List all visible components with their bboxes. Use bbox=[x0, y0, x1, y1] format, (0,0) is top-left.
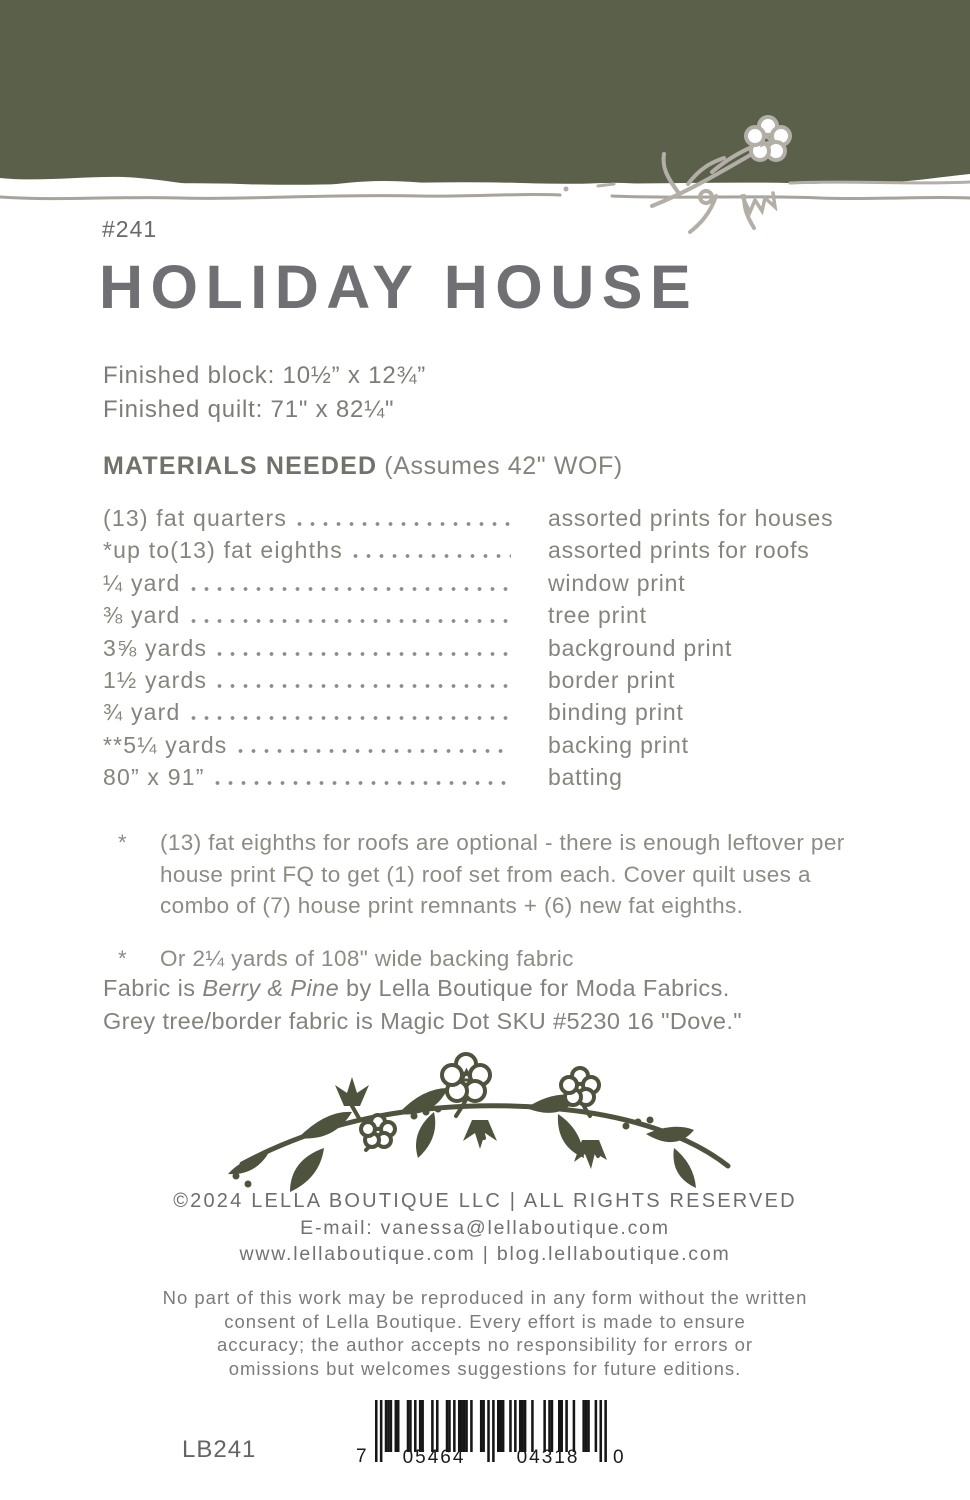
sku-code: LB241 bbox=[182, 1436, 257, 1463]
material-amount: **5¼ yards bbox=[103, 731, 228, 758]
fabric-info bbox=[103, 972, 742, 1038]
material-row bbox=[103, 505, 893, 537]
barcode-digit-left: 7 bbox=[356, 1446, 369, 1467]
dot-leader bbox=[238, 748, 511, 754]
dot-leader bbox=[297, 521, 511, 527]
material-amount: 1½ yards bbox=[103, 666, 208, 693]
floral-divider-illustration bbox=[228, 1050, 742, 1192]
material-item: background print bbox=[548, 634, 733, 661]
material-item: tree print bbox=[548, 602, 647, 629]
finished-quilt-size: Finished quilt: 71" x 82¼" bbox=[103, 396, 395, 423]
material-item: batting bbox=[548, 764, 623, 791]
dot-leader bbox=[191, 715, 511, 721]
legal-line: omissions but welcomes suggestions for future editions. bbox=[228, 1357, 742, 1379]
barcode-digits-group2: 04318 bbox=[516, 1447, 580, 1468]
material-item: binding print bbox=[548, 699, 684, 726]
barcode-digit-right: 0 bbox=[613, 1447, 626, 1468]
material-item: border print bbox=[548, 666, 676, 693]
material-row bbox=[103, 764, 893, 796]
materials-heading bbox=[103, 452, 623, 481]
material-row bbox=[103, 732, 893, 764]
legal-line: No part of this work may be reproduced in any form without the written bbox=[162, 1287, 808, 1308]
upc-barcode bbox=[356, 1400, 635, 1478]
material-row bbox=[103, 537, 893, 569]
material-row bbox=[103, 667, 893, 699]
legal-notice bbox=[0, 1286, 970, 1380]
dot-leader bbox=[217, 651, 511, 657]
material-amount: 3⅝ yards bbox=[103, 634, 208, 661]
email-line: E-mail: vanessa@lellaboutique.com bbox=[300, 1217, 670, 1239]
barcode-digits-group1: 05464 bbox=[402, 1447, 466, 1468]
footnote-text: (13) fat eighths for roofs are optional - there is enough leftover per house print FQ to get (1) roof set from each. Cover quilt uses a combo of (7) house print remnants + (6) new fat eighths. bbox=[160, 830, 845, 918]
material-item: backing print bbox=[548, 731, 689, 758]
dot-leader bbox=[217, 683, 511, 689]
materials-list bbox=[103, 505, 893, 797]
finished-block-size: Finished block: 10½” x 12¾” bbox=[103, 362, 427, 389]
material-amount: (13) fat quarters bbox=[103, 505, 288, 531]
material-row bbox=[103, 699, 893, 731]
footnote bbox=[118, 827, 908, 922]
copyright-line: ©2024 LELLA BOUTIQUE LLC | ALL RIGHTS RESERVED bbox=[173, 1190, 797, 1212]
material-amount: *up to(13) fat eighths bbox=[103, 537, 343, 564]
pattern-number: #241 bbox=[102, 216, 158, 242]
dot-leader bbox=[191, 586, 511, 592]
material-amount: ¾ yard bbox=[103, 699, 181, 726]
legal-line: consent of Lella Boutique. Every effort is made to ensure bbox=[224, 1310, 746, 1332]
material-item: window print bbox=[548, 569, 686, 596]
footnote-marker: * bbox=[118, 945, 127, 971]
material-amount: ¼ yard bbox=[103, 569, 181, 596]
footnote-marker: * bbox=[118, 830, 127, 855]
material-item: assorted prints for houses bbox=[548, 505, 834, 531]
fabric-collection-name: Berry & Pine bbox=[202, 975, 340, 1001]
legal-line: accuracy; the author accepts no responsibility for errors or bbox=[216, 1334, 754, 1355]
websites-line: www.lellaboutique.com | blog.lellaboutique.com bbox=[239, 1243, 731, 1265]
fabric-info-line2: Grey tree/border fabric is Magic Dot SKU #5230 16 "Dove." bbox=[103, 1008, 743, 1034]
materials-heading-title: MATERIALS NEEDED bbox=[103, 452, 378, 480]
header-band-illustration bbox=[0, 0, 970, 240]
footnote bbox=[118, 943, 908, 975]
footnotes bbox=[118, 827, 908, 995]
fabric-info-line1: Fabric is Berry & Pine by Lella Boutique for Moda Fabrics. bbox=[103, 975, 730, 1001]
dot-leader bbox=[191, 618, 511, 624]
material-amount: 80” x 91” bbox=[103, 764, 205, 791]
page-title: HOLIDAY HOUSE bbox=[99, 253, 699, 321]
material-row bbox=[103, 570, 893, 602]
footnote-text: Or 2¼ yards of 108" wide backing fabric bbox=[160, 945, 574, 971]
material-row bbox=[103, 602, 893, 634]
material-amount: ⅜ yard bbox=[103, 602, 181, 629]
material-item: assorted prints for roofs bbox=[548, 537, 810, 564]
dot-leader bbox=[215, 780, 511, 786]
materials-heading-note: (Assumes 42" WOF) bbox=[384, 452, 623, 480]
dot-leader bbox=[353, 553, 511, 559]
olive-band-shape bbox=[0, 0, 970, 190]
material-row bbox=[103, 635, 893, 667]
